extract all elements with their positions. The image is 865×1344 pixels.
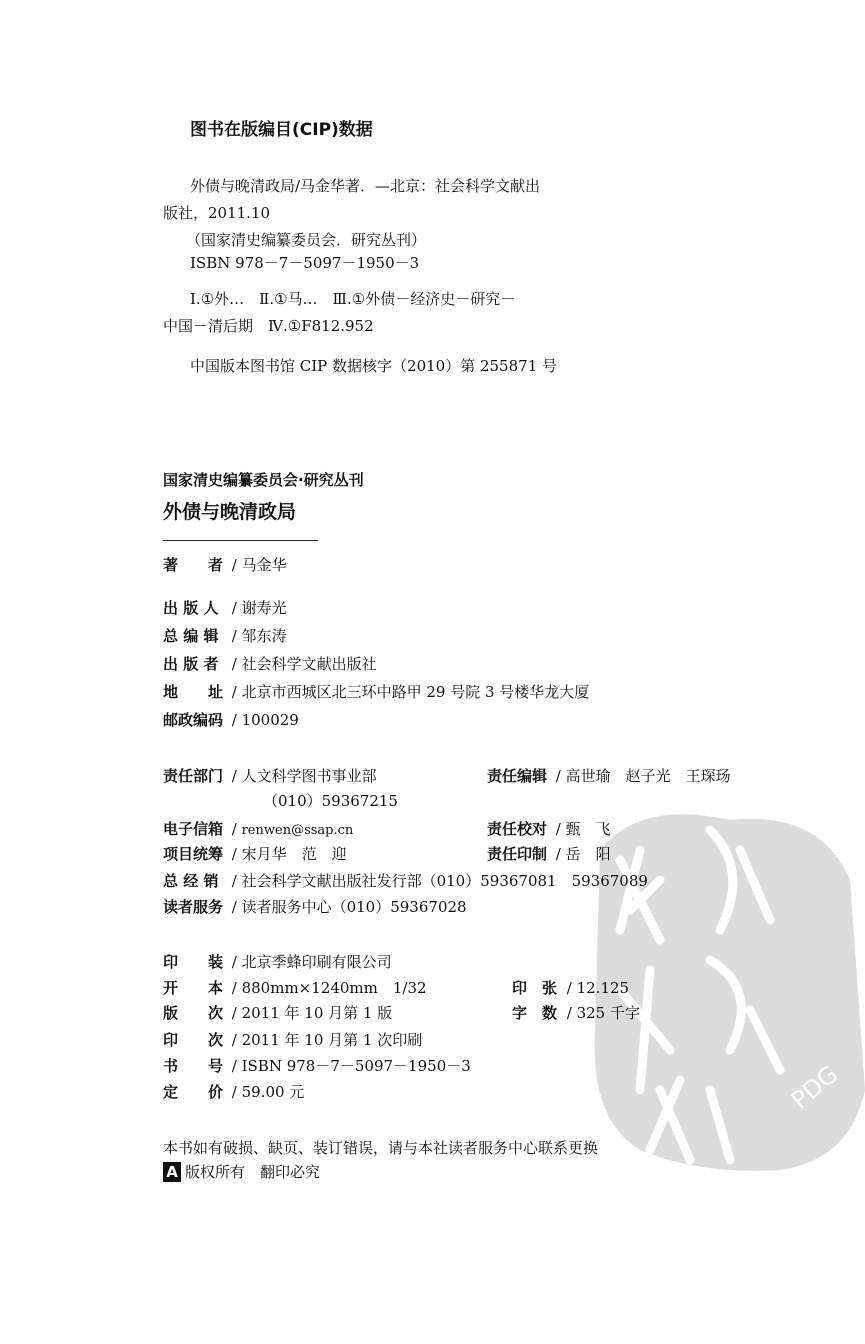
cip-heading: 图书在版编目(CIP)数据 <box>190 120 373 140</box>
book-title: 外债与晚清政局 <box>163 501 297 523</box>
spec-printing: 印 次 / 2011 年 10 月第 1 次印刷 <box>163 1031 423 1049</box>
staff-dept: 责任部门 / 人文科学图书事业部 <box>163 767 377 785</box>
svg-text:PDG: PDG <box>785 1060 844 1115</box>
spec-format: 开 本 / 880mm×1240mm 1/32 <box>163 979 427 997</box>
staff-reader-service: 读者服务 / 读者服务中心（010）59367028 <box>163 898 467 916</box>
cip-line: 中国－清后期 Ⅳ.①F812.952 <box>163 317 374 335</box>
cip-line: Ⅰ.①外… Ⅱ.①马… Ⅲ.①外债－经济史－研究－ <box>190 290 516 308</box>
cip-line: 外债与晚清政局/马金华著．—北京：社会科学文献出 <box>190 177 541 195</box>
spec-price: 定 价 / 59.00 元 <box>163 1083 305 1101</box>
spec-printer: 印 装 / 北京季蜂印刷有限公司 <box>163 953 392 971</box>
staff-dept-phone: （010）59367215 <box>263 792 398 810</box>
cip-line: 版社，2011.10 <box>163 204 271 222</box>
spec-edition: 版 次 / 2011 年 10 月第 1 版 <box>163 1004 393 1022</box>
spec-sheets: 印 张 / 12.125 <box>512 979 630 997</box>
credit-author: 著 者 / 马金华 <box>163 556 287 574</box>
damage-notice: 本书如有破损、缺页、装订错误，请与本社读者服务中心联系更换 <box>163 1139 599 1157</box>
credit-chief-editor: 总 编 辑 / 邹东涛 <box>163 627 287 645</box>
publisher-logo-icon: A <box>163 1162 181 1182</box>
title-divider <box>163 540 318 541</box>
spec-word-count: 字 数 / 325 千字 <box>512 1004 640 1022</box>
staff-email: 电子信箱 / renwen@ssap.cn <box>163 820 354 838</box>
series-title: 国家清史编纂委员会·研究丛刊 <box>163 471 364 489</box>
staff-editor: 责任编辑 / 高世瑜 赵子光 王琛玚 <box>487 767 731 785</box>
credit-address: 地 址 / 北京市西城区北三环中路甲 29 号院 3 号楼华龙大厦 <box>163 683 590 701</box>
spec-isbn: 书 号 / ISBN 978－7－5097－1950－3 <box>163 1057 471 1075</box>
copyright-line: A 版权所有 翻印必究 <box>163 1162 320 1182</box>
staff-project: 项目统筹 / 宋月华 范 迎 <box>163 845 347 863</box>
credit-publisher-person: 出 版 人 / 谢寿光 <box>163 599 287 617</box>
staff-proofreader: 责任校对 / 甄 飞 <box>487 820 611 838</box>
credit-publisher: 出 版 者 / 社会科学文献出版社 <box>163 655 377 673</box>
staff-distributor: 总 经 销 / 社会科学文献出版社发行部（010）59367081 59367089 <box>163 872 648 890</box>
cip-number: 中国版本图书馆 CIP 数据核字（2010）第 255871 号 <box>190 357 558 375</box>
cip-line: （国家清史编纂委员会．研究丛刊） <box>186 231 427 249</box>
cip-isbn: ISBN 978－7－5097－1950－3 <box>190 254 420 272</box>
credit-postcode: 邮政编码 / 100029 <box>163 711 299 729</box>
staff-printing: 责任印制 / 岳 阳 <box>487 845 611 863</box>
